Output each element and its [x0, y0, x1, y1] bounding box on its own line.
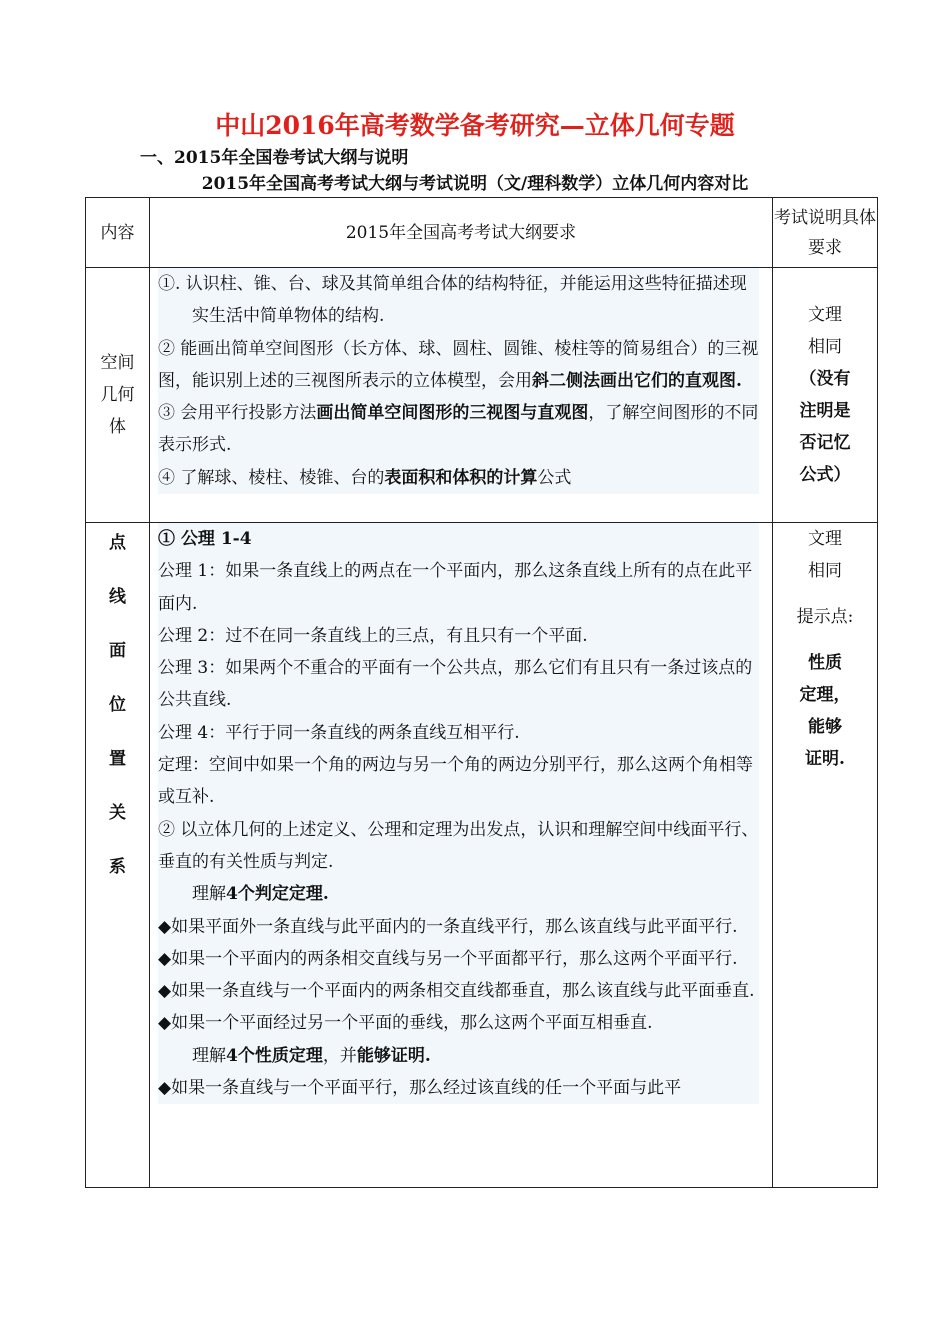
item-2: ② 能画出简单空间图形（长方体、球、圆柱、圆锥、棱柱等的简易组合）的三视图，能识别上述的三视图所表示的立体模型，会用斜二侧法画出它们的直观图.	[158, 338, 759, 391]
axiom-4: 公理 4：平行于同一条直线的两条直线互相平行.	[158, 722, 520, 743]
row-label-point-line-plane: 点 线 面 位 置 关 系	[86, 523, 150, 1188]
row-requirement-space-solid: 文理 相同 （没有注明是否记忆公式）	[773, 268, 878, 523]
item-2-points: ② 以立体几何的上述定义、公理和定理为出发点，认识和理解空间中线面平行、垂直的有关性质与判定.	[158, 819, 759, 872]
document-title: 中山2016年高考数学备考研究—立体几何专题	[215, 111, 735, 140]
judge-heading: 理解4个判定定理.	[192, 884, 329, 905]
table-row	[86, 268, 878, 523]
judge-theorem-1: ◆如果平面外一条直线与此平面内的一条直线平行，那么该直线与此平面平行.	[158, 916, 738, 937]
axiom-3: 公理 3：如果两个不重合的平面有一个公共点，那么它们有且只有一条过该点的公共直线.	[158, 658, 753, 711]
judge-theorem-4: ◆如果一个平面经过另一个平面的垂线，那么这两个平面互相垂直.	[158, 1013, 653, 1034]
row-content-point-line-plane	[150, 523, 773, 1188]
section-heading: 一、2015年全国卷考试大纲与说明	[140, 148, 409, 168]
axiom-1: 公理 1：如果一条直线上的两点在一个平面内，那么这条直线上所有的点在此平面内.	[158, 561, 753, 614]
row-requirement-point-line-plane: 文理 相同 提示点: 性质 定理， 能够 证明.	[773, 523, 878, 1188]
judge-theorem-2: ◆如果一个平面内的两条相交直线与另一个平面都平行，那么这两个平面平行.	[158, 948, 738, 969]
item-3: ③ 会用平行投影方法画出简单空间图形的三视图与直观图，了解空间图形的不同表示形式.	[158, 403, 759, 456]
row-content-space-solid	[150, 268, 773, 523]
item-4: ④ 了解球、棱柱、棱锥、台的表面积和体积的计算公式	[158, 467, 572, 488]
axiom-title: ① 公理 1-4	[158, 529, 252, 549]
header-syllabus: 2015年全国高考考试大纲要求	[150, 198, 773, 268]
header-content: 内容	[86, 198, 150, 268]
row-label-space-solid: 空间几何体	[86, 268, 150, 523]
judge-theorem-3: ◆如果一条直线与一个平面内的两条相交直线都垂直，那么该直线与此平面垂直.	[158, 981, 755, 1002]
comparison-table	[85, 197, 878, 1188]
axiom-2: 公理 2：过不在同一条直线上的三点，有且只有一个平面.	[158, 625, 588, 646]
table-title: 2015年全国高考考试大纲与考试说明（文/理科数学）立体几何内容对比	[201, 174, 749, 194]
property-theorem-1: ◆如果一条直线与一个平面平行，那么经过该直线的任一个平面与此平	[158, 1078, 682, 1099]
table-row	[86, 523, 878, 1188]
table-header-row	[86, 198, 878, 268]
header-requirement: 考试说明具体要求	[773, 198, 878, 268]
item-1: ①. 认识柱、锥、台、球及其简单组合体的结构特征，并能运用这些特征描述现实生活中简单物体的结构.	[158, 274, 747, 327]
theorem: 定理：空间中如果一个角的两边与另一个角的两边分别平行，那么这两个角相等或互补.	[158, 755, 753, 808]
property-heading: 理解4个性质定理，并能够证明.	[192, 1045, 431, 1066]
requirement-note: （没有注明是否记忆公式）	[799, 369, 851, 485]
